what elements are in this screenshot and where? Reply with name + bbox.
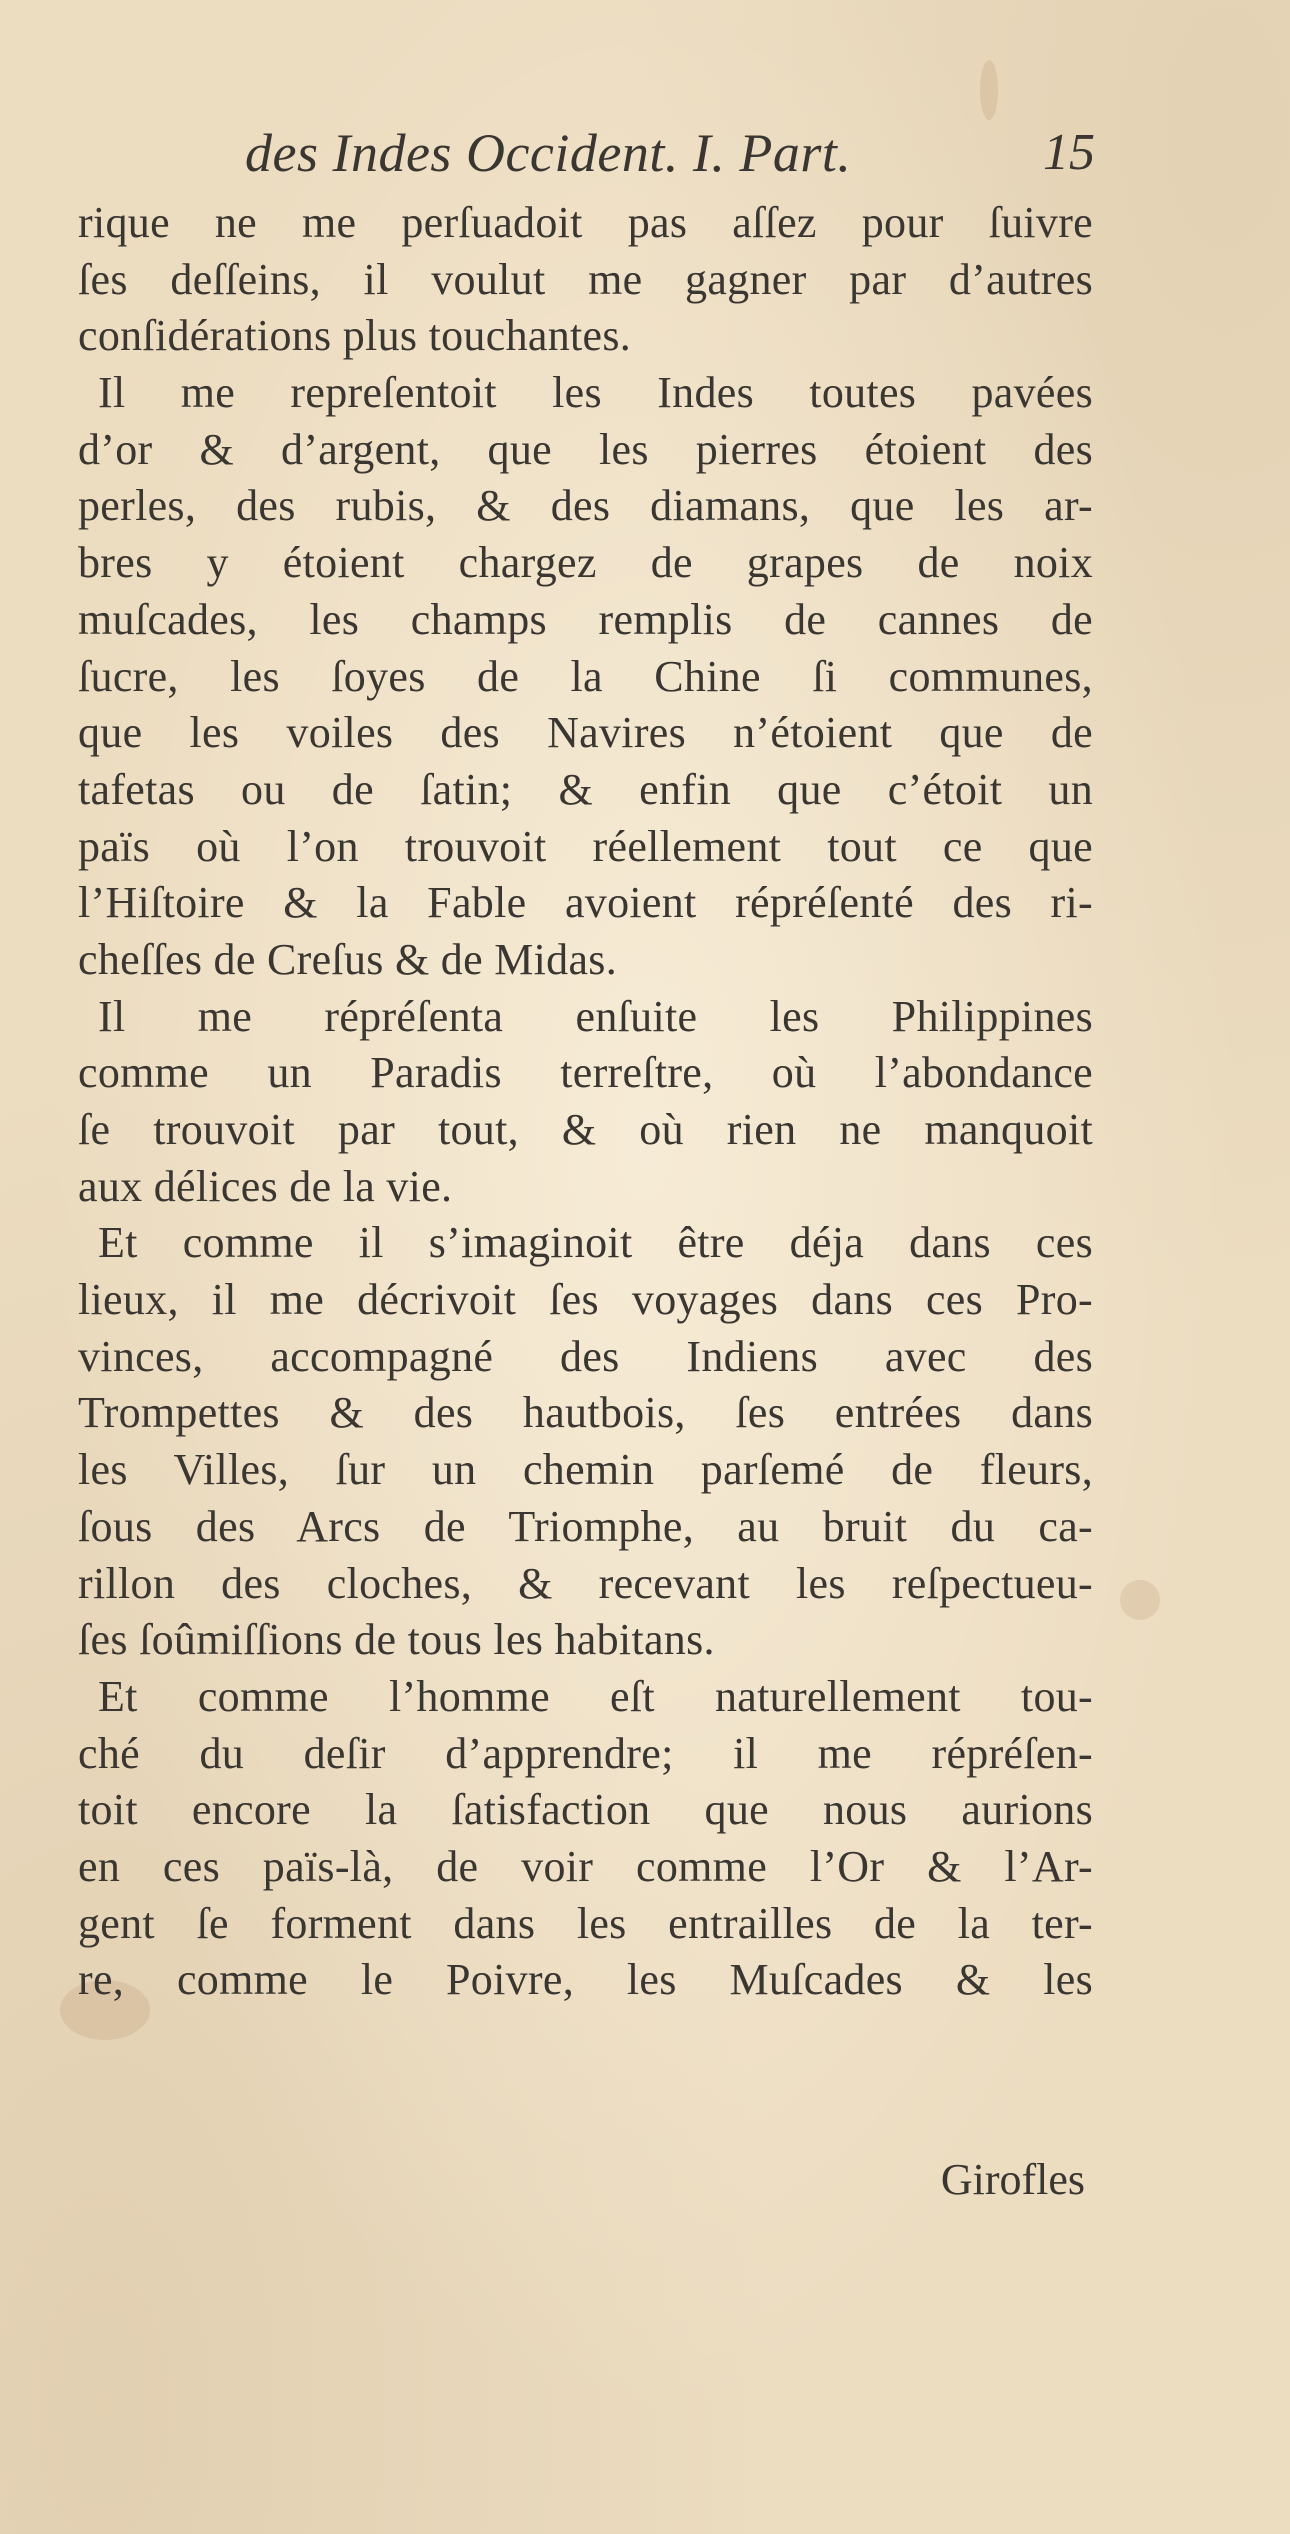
text-line: Trompettes & des hautbois, ſes entrées dans (78, 1388, 1093, 1438)
text-line: aux délices de la vie. (78, 1161, 453, 1211)
text-line: ſe trouvoit par tout, & où rien ne manquoit (78, 1105, 1093, 1154)
paper-stain (1120, 1580, 1160, 1620)
text-line: gent ſe forment dans les entrailles de la ter- (78, 1898, 1093, 1948)
text-line: toit encore la ſatisfaction que nous aurions (78, 1785, 1093, 1835)
page-number: 15 (1043, 124, 1095, 181)
text-line: tafetas ou de ſatin; & enfin que c’étoit un (78, 764, 1093, 814)
running-head (245, 118, 1095, 188)
text-line: ché du deſir d’apprendre; il me répréſen- (78, 1728, 1093, 1778)
paper-stain (980, 60, 998, 120)
text-line: bres y étoient chargez de grapes de noix (78, 538, 1093, 588)
text-line: Et comme il s’imaginoit être déja dans ces (98, 1218, 1093, 1268)
text-line: ſes deſſeins, il voulut me gagner par d’autres (78, 254, 1093, 304)
text-line: vinces, accompagné des Indiens avec des (78, 1331, 1093, 1381)
text-line: païs où l’on trouvoit réellement tout ce que (78, 821, 1093, 871)
text-line: Il me repreſentoit les Indes toutes pavées (98, 368, 1093, 418)
running-head-title: des Indes Occident. I. Part. (245, 123, 852, 183)
text-line: lieux, il me décrivoit ſes voyages dans ces Pro- (78, 1275, 1093, 1325)
text-line: perles, des rubis, & des diamans, que les ar- (78, 481, 1093, 531)
text-line: que les voiles des Navires n’étoient que de (78, 708, 1093, 758)
text-line: muſcades, les champs remplis de cannes de (78, 594, 1093, 644)
text-line: les Villes, ſur un chemin parſemé de fleurs, (78, 1445, 1093, 1495)
text-line: comme un Paradis terreſtre, où l’abondance (78, 1048, 1093, 1098)
text-line: Il me répréſenta enſuite les Philippines (98, 991, 1093, 1041)
text-line: d’or & d’argent, que les pierres étoient des (78, 424, 1093, 474)
text-line: ſous des Arcs de Triomphe, au bruit du ca- (78, 1501, 1093, 1551)
catchword: Girofles (940, 2155, 1085, 2204)
text-line: cheſſes de Creſus & de Midas. (78, 934, 618, 984)
text-line: rique ne me perſuadoit pas aſſez pour ſuivre (78, 198, 1093, 247)
text-line: ſucre, les ſoyes de la Chine ſi communes, (78, 651, 1093, 701)
body-text (78, 195, 1093, 2009)
text-line: re, comme le Poivre, les Muſcades & les (78, 1955, 1093, 2005)
text-line: ſes ſoûmiſſions de tous les habitans. (78, 1615, 715, 1665)
text-line: rillon des cloches, & recevant les reſpectueu- (78, 1558, 1093, 1608)
text-line: conſidérations plus touchantes. (78, 311, 632, 361)
text-line: Et comme l’homme eſt naturellement tou- (98, 1671, 1093, 1721)
text-line: en ces païs-là, de voir comme l’Or & l’Ar- (78, 1841, 1093, 1891)
text-line: l’Hiſtoire & la Fable avoient répréſenté des ri- (78, 878, 1093, 928)
